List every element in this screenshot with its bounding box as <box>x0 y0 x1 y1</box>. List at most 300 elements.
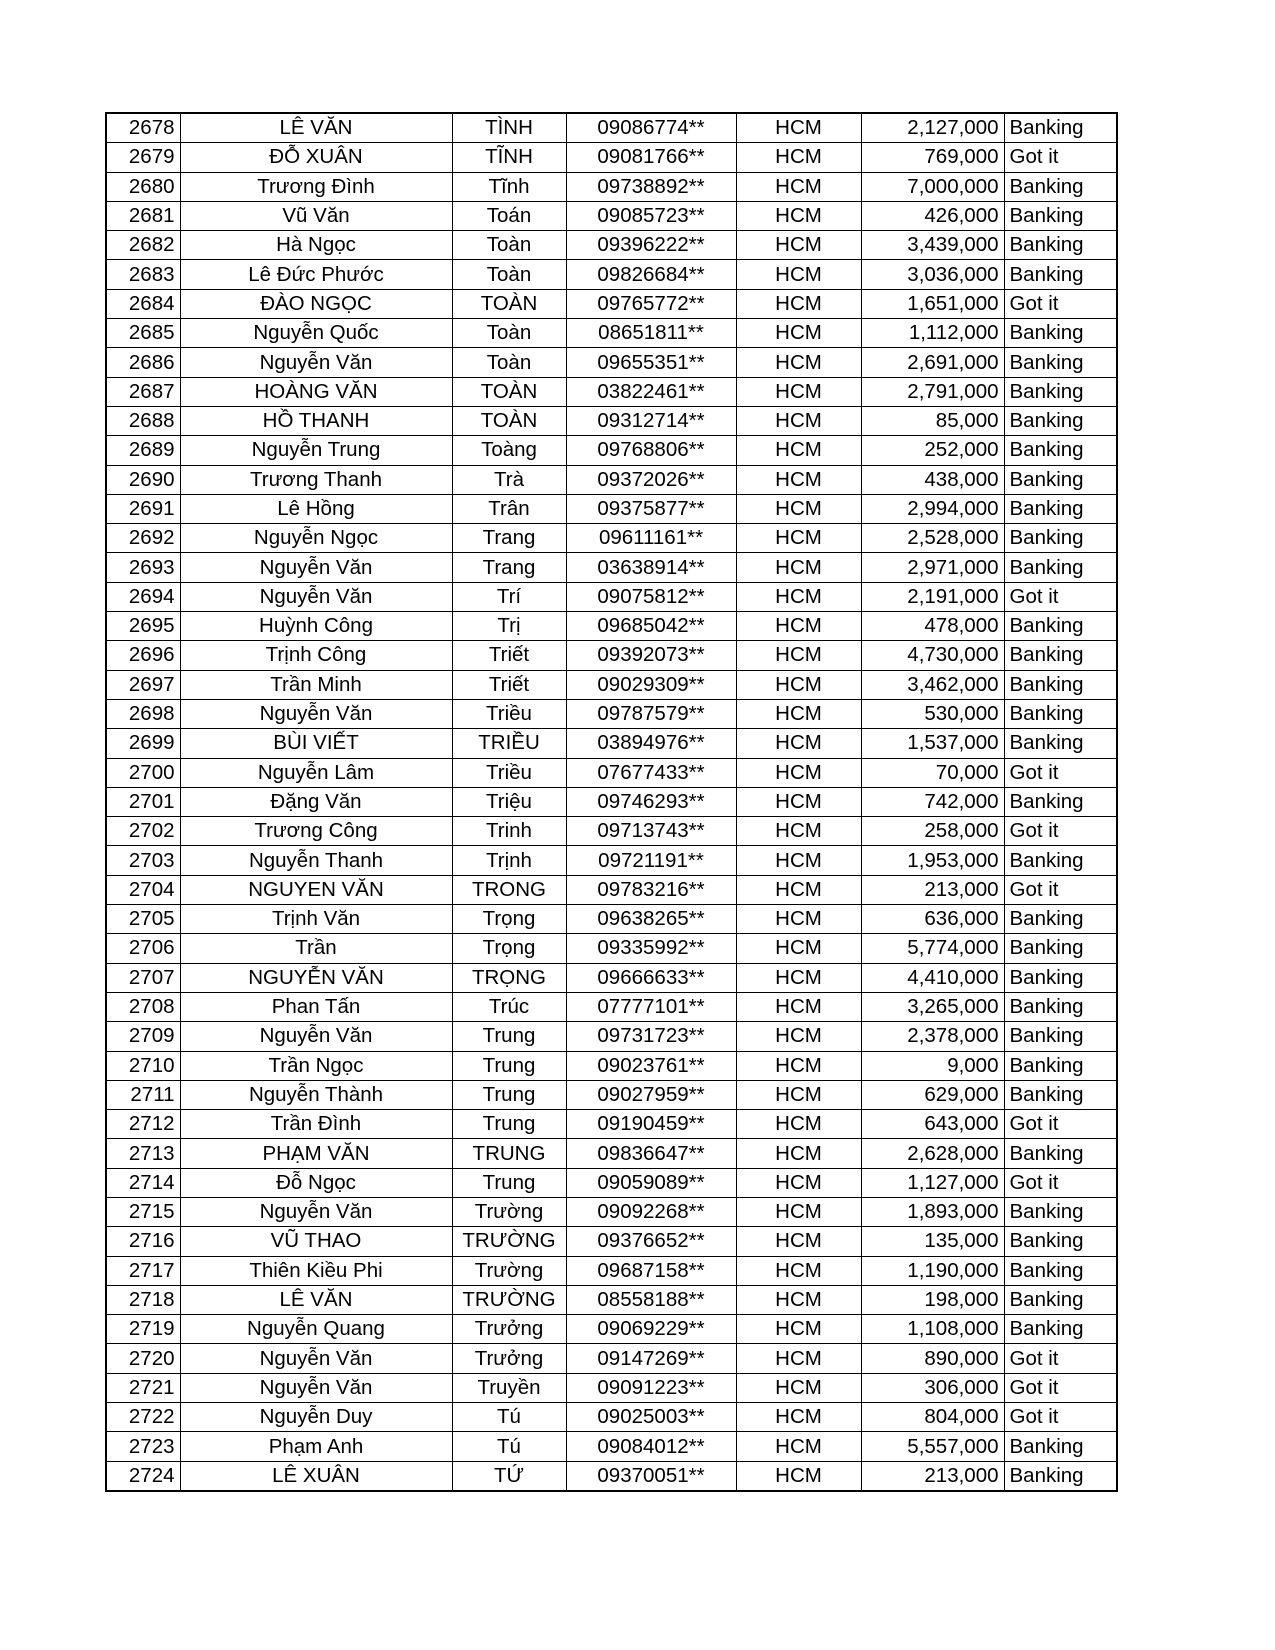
city-cell: HCM <box>736 1315 861 1344</box>
payment-method-cell: Banking <box>1004 1461 1117 1491</box>
phone-cell: 08651811** <box>566 319 736 348</box>
last-name-cell: Lê Hồng <box>180 494 452 523</box>
phone-cell: 09396222** <box>566 231 736 260</box>
payment-method-cell: Got it <box>1004 1373 1117 1402</box>
amount-cell: 2,971,000 <box>861 553 1004 582</box>
first-name-cell: TRƯỜNG <box>452 1285 566 1314</box>
amount-cell: 2,191,000 <box>861 582 1004 611</box>
city-cell: HCM <box>736 1051 861 1080</box>
table-row <box>106 1315 1117 1344</box>
last-name-cell: Nguyễn Văn <box>180 348 452 377</box>
city-cell: HCM <box>736 465 861 494</box>
last-name-cell: BÙI VIẾT <box>180 729 452 758</box>
amount-cell: 438,000 <box>861 465 1004 494</box>
payment-method-cell: Banking <box>1004 201 1117 230</box>
last-name-cell: PHẠM VĂN <box>180 1139 452 1168</box>
first-name-cell: Toàn <box>452 319 566 348</box>
row-number: 2723 <box>106 1432 180 1461</box>
payment-method-cell: Banking <box>1004 348 1117 377</box>
amount-cell: 3,439,000 <box>861 231 1004 260</box>
row-number: 2681 <box>106 201 180 230</box>
amount-cell: 5,774,000 <box>861 934 1004 963</box>
table-row <box>106 787 1117 816</box>
payment-method-cell: Banking <box>1004 377 1117 406</box>
phone-cell: 09721191** <box>566 846 736 875</box>
row-number: 2684 <box>106 289 180 318</box>
first-name-cell: Trung <box>452 1110 566 1139</box>
last-name-cell: ĐỖ XUÂN <box>180 143 452 172</box>
payment-method-cell: Banking <box>1004 1080 1117 1109</box>
payment-method-cell: Banking <box>1004 553 1117 582</box>
first-name-cell: Trịnh <box>452 846 566 875</box>
table-row <box>106 1197 1117 1226</box>
phone-cell: 09392073** <box>566 641 736 670</box>
last-name-cell: VŨ THAO <box>180 1227 452 1256</box>
row-number: 2691 <box>106 494 180 523</box>
first-name-cell: TOÀN <box>452 377 566 406</box>
first-name-cell: Trà <box>452 465 566 494</box>
phone-cell: 09370051** <box>566 1461 736 1491</box>
last-name-cell: Trần Minh <box>180 670 452 699</box>
first-name-cell: Toàn <box>452 231 566 260</box>
row-number: 2688 <box>106 406 180 435</box>
payment-method-cell: Banking <box>1004 494 1117 523</box>
phone-cell: 09375877** <box>566 494 736 523</box>
table-row <box>106 494 1117 523</box>
phone-cell: 07677433** <box>566 758 736 787</box>
phone-cell: 09685042** <box>566 612 736 641</box>
first-name-cell: Trọng <box>452 934 566 963</box>
last-name-cell: Nguyễn Thanh <box>180 846 452 875</box>
table-row <box>106 289 1117 318</box>
city-cell: HCM <box>736 289 861 318</box>
row-number: 2701 <box>106 787 180 816</box>
row-number: 2686 <box>106 348 180 377</box>
amount-cell: 5,557,000 <box>861 1432 1004 1461</box>
amount-cell: 1,112,000 <box>861 319 1004 348</box>
row-number: 2716 <box>106 1227 180 1256</box>
payment-method-cell: Banking <box>1004 787 1117 816</box>
phone-cell: 09081766** <box>566 143 736 172</box>
city-cell: HCM <box>736 319 861 348</box>
row-number: 2702 <box>106 817 180 846</box>
row-number: 2719 <box>106 1315 180 1344</box>
first-name-cell: Trị <box>452 612 566 641</box>
amount-cell: 85,000 <box>861 406 1004 435</box>
last-name-cell: Trịnh Công <box>180 641 452 670</box>
row-number: 2724 <box>106 1461 180 1491</box>
city-cell: HCM <box>736 582 861 611</box>
row-number: 2711 <box>106 1080 180 1109</box>
first-name-cell: Toàn <box>452 348 566 377</box>
city-cell: HCM <box>736 113 861 143</box>
first-name-cell: TRƯỜNG <box>452 1227 566 1256</box>
row-number: 2706 <box>106 934 180 963</box>
payment-method-cell: Banking <box>1004 1051 1117 1080</box>
table-row <box>106 1110 1117 1139</box>
payment-method-cell: Banking <box>1004 1197 1117 1226</box>
row-number: 2707 <box>106 963 180 992</box>
first-name-cell: Trung <box>452 1022 566 1051</box>
phone-cell: 09666633** <box>566 963 736 992</box>
first-name-cell: TRONG <box>452 875 566 904</box>
phone-cell: 09738892** <box>566 172 736 201</box>
amount-cell: 213,000 <box>861 875 1004 904</box>
payment-method-cell: Banking <box>1004 113 1117 143</box>
last-name-cell: Huỳnh Công <box>180 612 452 641</box>
payment-method-cell: Got it <box>1004 1110 1117 1139</box>
phone-cell: 03638914** <box>566 553 736 582</box>
amount-cell: 2,378,000 <box>861 1022 1004 1051</box>
city-cell: HCM <box>736 524 861 553</box>
row-number: 2699 <box>106 729 180 758</box>
first-name-cell: Truyền <box>452 1373 566 1402</box>
payment-method-cell: Banking <box>1004 846 1117 875</box>
city-cell: HCM <box>736 905 861 934</box>
row-number: 2722 <box>106 1403 180 1432</box>
phone-cell: 09765772** <box>566 289 736 318</box>
amount-cell: 4,730,000 <box>861 641 1004 670</box>
first-name-cell: Toàn <box>452 260 566 289</box>
table-row <box>106 1403 1117 1432</box>
first-name-cell: Triết <box>452 641 566 670</box>
amount-cell: 198,000 <box>861 1285 1004 1314</box>
phone-cell: 09023761** <box>566 1051 736 1080</box>
phone-cell: 09372026** <box>566 465 736 494</box>
last-name-cell: Nguyễn Thành <box>180 1080 452 1109</box>
payment-method-cell: Got it <box>1004 143 1117 172</box>
first-name-cell: Trung <box>452 1080 566 1109</box>
row-number: 2692 <box>106 524 180 553</box>
row-number: 2715 <box>106 1197 180 1226</box>
last-name-cell: LÊ VĂN <box>180 113 452 143</box>
row-number: 2721 <box>106 1373 180 1402</box>
table-row <box>106 1227 1117 1256</box>
payment-method-cell: Banking <box>1004 1432 1117 1461</box>
payment-method-cell: Got it <box>1004 1344 1117 1373</box>
row-number: 2696 <box>106 641 180 670</box>
table-row <box>106 817 1117 846</box>
payment-method-cell: Got it <box>1004 582 1117 611</box>
first-name-cell: Toán <box>452 201 566 230</box>
row-number: 2694 <box>106 582 180 611</box>
table-row <box>106 1373 1117 1402</box>
amount-cell: 306,000 <box>861 1373 1004 1402</box>
amount-cell: 2,994,000 <box>861 494 1004 523</box>
payment-method-cell: Banking <box>1004 406 1117 435</box>
table-row <box>106 319 1117 348</box>
table-row <box>106 1285 1117 1314</box>
first-name-cell: Trưởng <box>452 1344 566 1373</box>
phone-cell: 09746293** <box>566 787 736 816</box>
first-name-cell: Trân <box>452 494 566 523</box>
city-cell: HCM <box>736 699 861 728</box>
first-name-cell: TRUNG <box>452 1139 566 1168</box>
first-name-cell: Trinh <box>452 817 566 846</box>
payment-method-cell: Banking <box>1004 670 1117 699</box>
phone-cell: 09312714** <box>566 406 736 435</box>
table-row <box>106 143 1117 172</box>
city-cell: HCM <box>736 612 861 641</box>
amount-cell: 478,000 <box>861 612 1004 641</box>
first-name-cell: Trung <box>452 1051 566 1080</box>
first-name-cell: Trung <box>452 1168 566 1197</box>
table-row <box>106 1022 1117 1051</box>
row-number: 2689 <box>106 436 180 465</box>
city-cell: HCM <box>736 787 861 816</box>
payment-method-cell: Banking <box>1004 1315 1117 1344</box>
table-row <box>106 992 1117 1021</box>
payment-method-cell: Banking <box>1004 699 1117 728</box>
first-name-cell: TRIỀU <box>452 729 566 758</box>
phone-cell: 09084012** <box>566 1432 736 1461</box>
row-number: 2703 <box>106 846 180 875</box>
city-cell: HCM <box>736 494 861 523</box>
payment-method-cell: Banking <box>1004 436 1117 465</box>
last-name-cell: Nguyễn Văn <box>180 1197 452 1226</box>
phone-cell: 08558188** <box>566 1285 736 1314</box>
city-cell: HCM <box>736 758 861 787</box>
payment-method-cell: Banking <box>1004 1285 1117 1314</box>
table-row <box>106 436 1117 465</box>
phone-cell: 09655351** <box>566 348 736 377</box>
payment-method-cell: Banking <box>1004 524 1117 553</box>
phone-cell: 07777101** <box>566 992 736 1021</box>
amount-cell: 2,691,000 <box>861 348 1004 377</box>
city-cell: HCM <box>736 846 861 875</box>
phone-cell: 09190459** <box>566 1110 736 1139</box>
table-row <box>106 553 1117 582</box>
amount-cell: 3,036,000 <box>861 260 1004 289</box>
amount-cell: 1,127,000 <box>861 1168 1004 1197</box>
amount-cell: 2,127,000 <box>861 113 1004 143</box>
amount-cell: 9,000 <box>861 1051 1004 1080</box>
table-row <box>106 1461 1117 1491</box>
amount-cell: 2,528,000 <box>861 524 1004 553</box>
last-name-cell: LÊ XUÂN <box>180 1461 452 1491</box>
phone-cell: 09836647** <box>566 1139 736 1168</box>
phone-cell: 09768806** <box>566 436 736 465</box>
row-number: 2690 <box>106 465 180 494</box>
phone-cell: 03894976** <box>566 729 736 758</box>
amount-cell: 7,000,000 <box>861 172 1004 201</box>
amount-cell: 629,000 <box>861 1080 1004 1109</box>
city-cell: HCM <box>736 1022 861 1051</box>
payment-method-cell: Banking <box>1004 905 1117 934</box>
table-row <box>106 1344 1117 1373</box>
last-name-cell: NGUYỄN VĂN <box>180 963 452 992</box>
row-number: 2713 <box>106 1139 180 1168</box>
payment-method-cell: Banking <box>1004 1227 1117 1256</box>
city-cell: HCM <box>736 963 861 992</box>
phone-cell: 09783216** <box>566 875 736 904</box>
payment-method-cell: Got it <box>1004 817 1117 846</box>
last-name-cell: Phan Tấn <box>180 992 452 1021</box>
payment-method-cell: Got it <box>1004 875 1117 904</box>
table-row <box>106 729 1117 758</box>
phone-cell: 09059089** <box>566 1168 736 1197</box>
payment-method-cell: Banking <box>1004 1139 1117 1168</box>
city-cell: HCM <box>736 1256 861 1285</box>
city-cell: HCM <box>736 1227 861 1256</box>
row-number: 2700 <box>106 758 180 787</box>
first-name-cell: Triệu <box>452 787 566 816</box>
city-cell: HCM <box>736 1080 861 1109</box>
phone-cell: 09147269** <box>566 1344 736 1373</box>
amount-cell: 530,000 <box>861 699 1004 728</box>
table-body <box>106 113 1117 1491</box>
row-number: 2687 <box>106 377 180 406</box>
first-name-cell: TRỌNG <box>452 963 566 992</box>
last-name-cell: Trần <box>180 934 452 963</box>
amount-cell: 135,000 <box>861 1227 1004 1256</box>
amount-cell: 1,190,000 <box>861 1256 1004 1285</box>
row-number: 2679 <box>106 143 180 172</box>
payment-method-cell: Banking <box>1004 1256 1117 1285</box>
amount-cell: 2,628,000 <box>861 1139 1004 1168</box>
table-row <box>106 641 1117 670</box>
table-row <box>106 934 1117 963</box>
row-number: 2705 <box>106 905 180 934</box>
table-row <box>106 406 1117 435</box>
amount-cell: 258,000 <box>861 817 1004 846</box>
payment-method-cell: Banking <box>1004 319 1117 348</box>
table-row <box>106 524 1117 553</box>
table-row <box>106 1432 1117 1461</box>
table-row <box>106 1256 1117 1285</box>
last-name-cell: LÊ VĂN <box>180 1285 452 1314</box>
table-row <box>106 582 1117 611</box>
last-name-cell: Nguyễn Văn <box>180 699 452 728</box>
phone-cell: 09826684** <box>566 260 736 289</box>
phone-cell: 09029309** <box>566 670 736 699</box>
row-number: 2695 <box>106 612 180 641</box>
table-row <box>106 1139 1117 1168</box>
phone-cell: 09092268** <box>566 1197 736 1226</box>
amount-cell: 213,000 <box>861 1461 1004 1491</box>
phone-cell: 09687158** <box>566 1256 736 1285</box>
row-number: 2720 <box>106 1344 180 1373</box>
last-name-cell: HỒ THANH <box>180 406 452 435</box>
phone-cell: 09611161** <box>566 524 736 553</box>
first-name-cell: Trúc <box>452 992 566 1021</box>
last-name-cell: Nguyễn Văn <box>180 582 452 611</box>
last-name-cell: Nguyễn Lâm <box>180 758 452 787</box>
phone-cell: 09075812** <box>566 582 736 611</box>
amount-cell: 426,000 <box>861 201 1004 230</box>
payment-method-cell: Got it <box>1004 1403 1117 1432</box>
row-number: 2683 <box>106 260 180 289</box>
city-cell: HCM <box>736 1110 861 1139</box>
payment-method-cell: Banking <box>1004 934 1117 963</box>
table-row <box>106 612 1117 641</box>
city-cell: HCM <box>736 817 861 846</box>
last-name-cell: Nguyễn Duy <box>180 1403 452 1432</box>
last-name-cell: Trần Đình <box>180 1110 452 1139</box>
first-name-cell: Tĩnh <box>452 172 566 201</box>
city-cell: HCM <box>736 1285 861 1314</box>
city-cell: HCM <box>736 436 861 465</box>
table-row <box>106 758 1117 787</box>
amount-cell: 769,000 <box>861 143 1004 172</box>
first-name-cell: Tú <box>452 1432 566 1461</box>
amount-cell: 636,000 <box>861 905 1004 934</box>
city-cell: HCM <box>736 729 861 758</box>
phone-cell: 09086774** <box>566 113 736 143</box>
table-row <box>106 875 1117 904</box>
first-name-cell: TỨ <box>452 1461 566 1491</box>
city-cell: HCM <box>736 670 861 699</box>
row-number: 2717 <box>106 1256 180 1285</box>
row-number: 2682 <box>106 231 180 260</box>
payment-method-cell: Banking <box>1004 231 1117 260</box>
last-name-cell: Phạm Anh <box>180 1432 452 1461</box>
first-name-cell: Triều <box>452 758 566 787</box>
table-row <box>106 846 1117 875</box>
first-name-cell: Trọng <box>452 905 566 934</box>
table-row <box>106 172 1117 201</box>
city-cell: HCM <box>736 1403 861 1432</box>
last-name-cell: Trương Thanh <box>180 465 452 494</box>
amount-cell: 3,265,000 <box>861 992 1004 1021</box>
row-number: 2704 <box>106 875 180 904</box>
amount-cell: 2,791,000 <box>861 377 1004 406</box>
payment-method-cell: Got it <box>1004 1168 1117 1197</box>
row-number: 2718 <box>106 1285 180 1314</box>
last-name-cell: Vũ Văn <box>180 201 452 230</box>
payment-method-cell: Banking <box>1004 992 1117 1021</box>
last-name-cell: Nguyễn Văn <box>180 1373 452 1402</box>
payment-method-cell: Got it <box>1004 289 1117 318</box>
amount-cell: 3,462,000 <box>861 670 1004 699</box>
phone-cell: 09713743** <box>566 817 736 846</box>
phone-cell: 09027959** <box>566 1080 736 1109</box>
city-cell: HCM <box>736 201 861 230</box>
city-cell: HCM <box>736 1432 861 1461</box>
table-row <box>106 1168 1117 1197</box>
payment-method-cell: Banking <box>1004 612 1117 641</box>
last-name-cell: Trương Đình <box>180 172 452 201</box>
first-name-cell: TOÀN <box>452 406 566 435</box>
last-name-cell: Nguyễn Văn <box>180 1022 452 1051</box>
last-name-cell: NGUYEN VĂN <box>180 875 452 904</box>
city-cell: HCM <box>736 875 861 904</box>
phone-cell: 09638265** <box>566 905 736 934</box>
row-number: 2693 <box>106 553 180 582</box>
phone-cell: 09731723** <box>566 1022 736 1051</box>
table-row <box>106 113 1117 143</box>
amount-cell: 890,000 <box>861 1344 1004 1373</box>
row-number: 2709 <box>106 1022 180 1051</box>
amount-cell: 1,537,000 <box>861 729 1004 758</box>
city-cell: HCM <box>736 934 861 963</box>
winners-table <box>105 112 1118 1492</box>
first-name-cell: TOÀN <box>452 289 566 318</box>
city-cell: HCM <box>736 260 861 289</box>
amount-cell: 4,410,000 <box>861 963 1004 992</box>
first-name-cell: TĨNH <box>452 143 566 172</box>
payment-method-cell: Banking <box>1004 1022 1117 1051</box>
payment-method-cell: Banking <box>1004 641 1117 670</box>
table-row <box>106 699 1117 728</box>
table-row <box>106 348 1117 377</box>
city-cell: HCM <box>736 1168 861 1197</box>
table-row <box>106 670 1117 699</box>
last-name-cell: Nguyễn Quang <box>180 1315 452 1344</box>
row-number: 2698 <box>106 699 180 728</box>
phone-cell: 09085723** <box>566 201 736 230</box>
last-name-cell: Nguyễn Trung <box>180 436 452 465</box>
